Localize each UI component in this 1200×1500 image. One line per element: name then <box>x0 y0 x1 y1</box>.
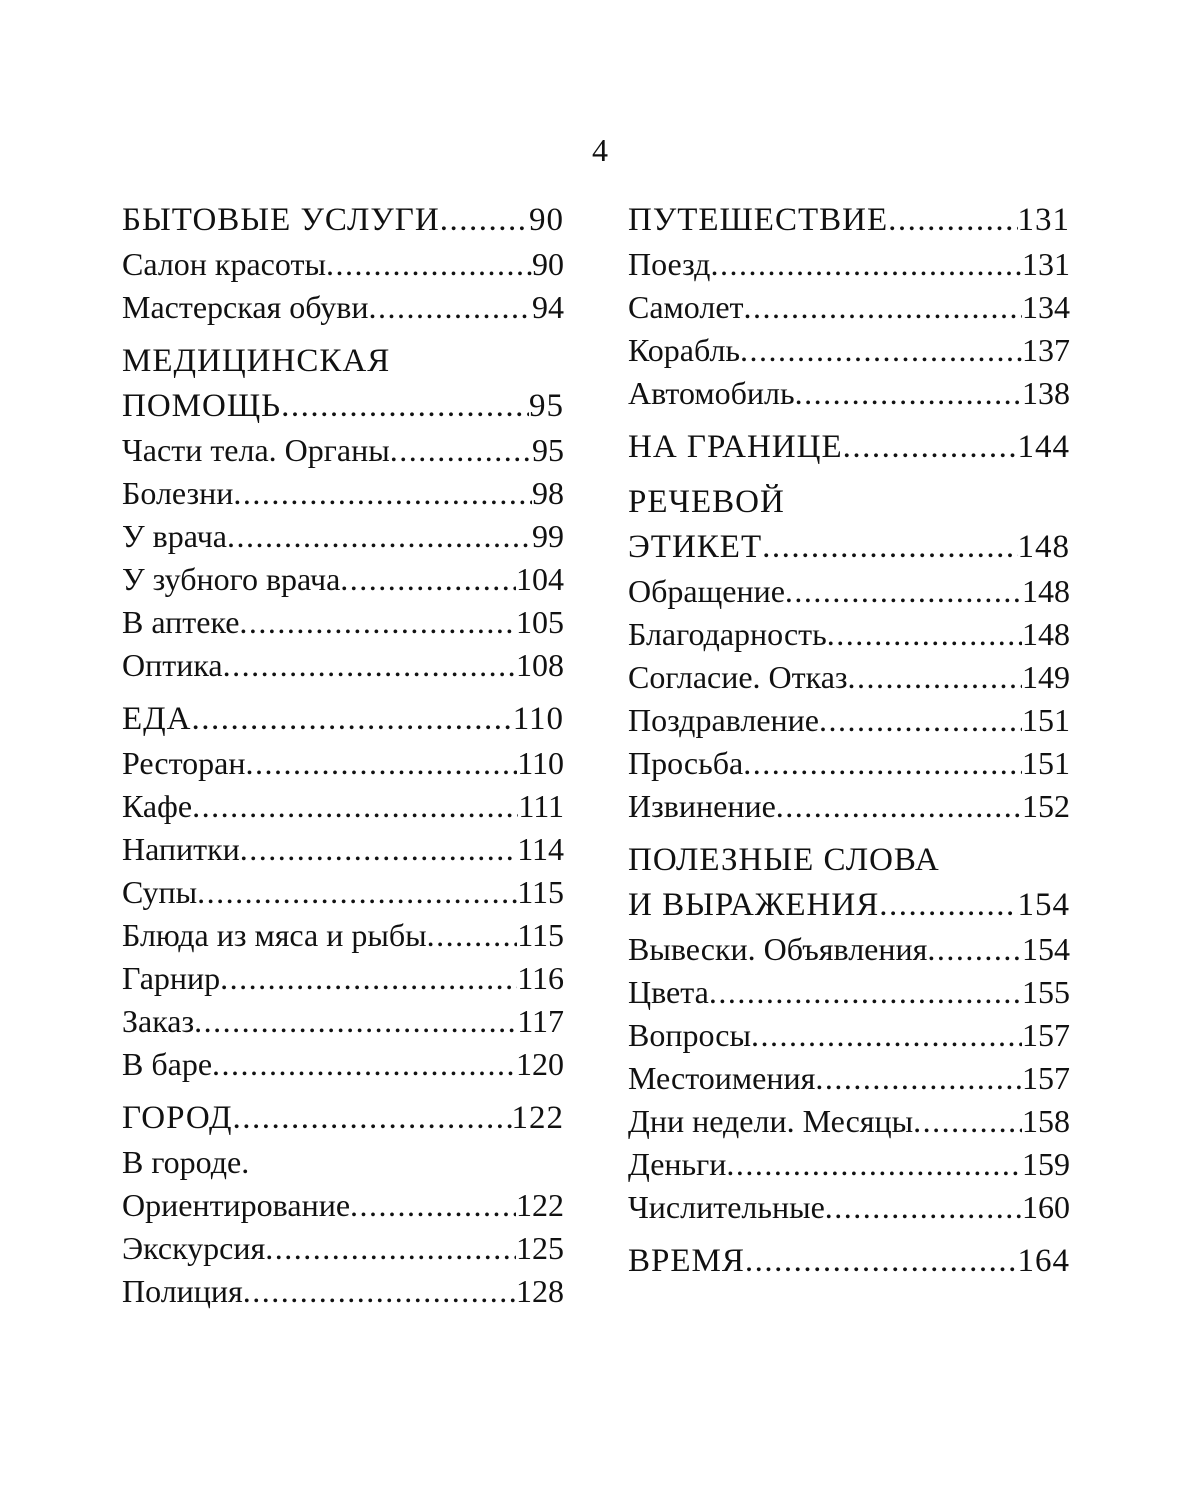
toc-entry-page-number: 115 <box>517 874 564 910</box>
toc-heading-entry <box>122 697 564 742</box>
toc-entry <box>628 1014 1070 1057</box>
toc-entry <box>628 613 1070 656</box>
toc-entry-page-number: 95 <box>532 432 564 468</box>
toc-right-column <box>628 198 1070 1284</box>
dot-leader <box>848 656 1022 699</box>
toc-entry <box>628 286 1070 329</box>
toc-entry-label: ПУТЕШЕСТВИЕ <box>628 202 889 238</box>
toc-entry-label: Оптика <box>122 647 223 683</box>
dot-leader <box>326 243 532 286</box>
toc-entry-page-number: 128 <box>516 1273 564 1309</box>
dot-leader <box>245 742 517 785</box>
toc-entry-page-number: 98 <box>532 475 564 511</box>
toc-heading-entry <box>628 480 1070 525</box>
toc-entry-page-number: 99 <box>532 518 564 554</box>
toc-entry-label: РЕЧЕВОЙ <box>628 484 785 520</box>
toc-entry <box>122 914 564 957</box>
toc-entry-page-number: 114 <box>517 831 564 867</box>
toc-entry-label: Кафе <box>122 788 193 824</box>
dot-leader <box>819 699 1022 742</box>
toc-section <box>628 1239 1070 1284</box>
toc-entry <box>122 429 564 472</box>
toc-entry-page-number: 122 <box>516 1187 564 1223</box>
toc-entry <box>122 515 564 558</box>
toc-heading-entry <box>628 525 1070 570</box>
toc-entry-page-number: 120 <box>516 1046 564 1082</box>
toc-entry-page-number: 159 <box>1022 1146 1070 1182</box>
toc-section <box>122 1096 564 1313</box>
toc-heading-entry <box>122 198 564 243</box>
dot-leader <box>192 697 513 742</box>
dot-leader <box>710 243 1022 286</box>
toc-entry-label: МЕДИЦИНСКАЯ <box>122 343 391 379</box>
toc-entry-page-number: 137 <box>1022 332 1070 368</box>
toc-entry-label: Деньги <box>628 1146 727 1182</box>
toc-entry-page-number: 134 <box>1022 289 1070 325</box>
dot-leader <box>194 1000 517 1043</box>
toc-heading-entry <box>122 1096 564 1141</box>
toc-entry-page-number: 116 <box>517 960 564 996</box>
toc-entry-page-number: 157 <box>1022 1060 1070 1096</box>
toc-entry <box>122 243 564 286</box>
toc-entry <box>628 372 1070 415</box>
toc-entry-label: Гарнир <box>122 960 221 996</box>
page-number: 4 <box>592 132 608 168</box>
toc-entry-label: Ориентирование <box>122 1187 351 1223</box>
toc-entry-label: ЭТИКЕТ <box>628 529 763 565</box>
toc-entry-label: Обращение <box>628 573 785 609</box>
toc-entry-page-number: 151 <box>1022 745 1070 781</box>
toc-entry <box>628 1100 1070 1143</box>
toc-entry-page-number: 95 <box>529 388 564 424</box>
toc-entry <box>122 1227 564 1270</box>
dot-leader <box>390 429 532 472</box>
dot-leader <box>726 1143 1022 1186</box>
toc-entry <box>122 957 564 1000</box>
toc-heading-entry <box>628 838 1070 883</box>
toc-entry <box>628 785 1070 828</box>
toc-entry-page-number: 90 <box>532 246 564 282</box>
toc-entry-label: Числительные <box>628 1189 825 1225</box>
toc-section <box>122 339 564 687</box>
toc-heading-entry <box>628 883 1070 928</box>
dot-leader <box>265 1227 516 1270</box>
dot-leader <box>709 971 1022 1014</box>
toc-entry-label: Части тела. Органы <box>122 432 390 468</box>
toc-entry-label: Согласие. Отказ <box>628 659 848 695</box>
toc-entry-label: Полиция <box>122 1273 243 1309</box>
toc-entry-page-number: 94 <box>532 289 564 325</box>
toc-section <box>628 425 1070 470</box>
toc-heading-entry <box>122 339 564 384</box>
toc-entry-page-number: 122 <box>511 1100 564 1136</box>
toc-entry-page-number: 110 <box>512 701 564 737</box>
toc-section <box>122 198 564 329</box>
toc-entry-label: Вывески. Объявления <box>628 931 928 967</box>
dot-leader <box>927 928 1022 971</box>
toc-entry <box>122 1141 564 1184</box>
dot-leader <box>776 785 1022 828</box>
toc-entry-label: В баре <box>122 1046 213 1082</box>
toc-entry <box>122 644 564 687</box>
toc-entry-page-number: 104 <box>516 561 564 597</box>
toc-entry-label: Поздравление <box>628 702 819 738</box>
dot-leader <box>879 883 1017 928</box>
toc-entry-label: Напитки <box>122 831 240 867</box>
dot-leader <box>243 1270 516 1313</box>
dot-leader <box>913 1100 1022 1143</box>
toc-entry-page-number: 152 <box>1022 788 1070 824</box>
toc-entry-page-number: 131 <box>1022 246 1070 282</box>
toc-entry <box>628 1186 1070 1229</box>
toc-entry <box>122 1000 564 1043</box>
dot-leader <box>751 1014 1022 1057</box>
toc-entry <box>122 742 564 785</box>
toc-entry-label: Дни недели. Месяцы <box>628 1103 914 1139</box>
dot-leader <box>785 570 1022 613</box>
dot-leader <box>223 644 516 687</box>
toc-section <box>628 838 1070 1229</box>
toc-entry-label: Благодарность <box>628 616 827 652</box>
toc-entry <box>628 656 1070 699</box>
toc-entry-label: Корабль <box>628 332 740 368</box>
toc-entry-label: Поезд <box>628 246 711 282</box>
toc-entry <box>122 601 564 644</box>
toc-entry-label: Мастерская обуви <box>122 289 369 325</box>
toc-entry-label: Вопросы <box>628 1017 751 1053</box>
toc-entry-label: В городе. <box>122 1144 250 1180</box>
dot-leader <box>427 914 518 957</box>
toc-entry-page-number: 151 <box>1022 702 1070 738</box>
toc-entry-label: В аптеке <box>122 604 240 640</box>
toc-entry <box>628 329 1070 372</box>
toc-entry-label: У врача <box>122 518 227 554</box>
toc-entry-page-number: 154 <box>1022 931 1070 967</box>
toc-entry <box>122 871 564 914</box>
dot-leader <box>233 472 532 515</box>
dot-leader <box>888 198 1017 243</box>
toc-entry-label: Просьба <box>628 745 744 781</box>
toc-entry-page-number: 158 <box>1022 1103 1070 1139</box>
dot-leader <box>743 742 1022 785</box>
toc-heading-entry <box>628 425 1070 470</box>
toc-entry <box>628 742 1070 785</box>
dot-leader <box>220 957 517 1000</box>
toc-entry-page-number: 149 <box>1022 659 1070 695</box>
dot-leader <box>843 425 1018 470</box>
toc-entry-page-number: 110 <box>517 745 564 781</box>
toc-entry <box>122 785 564 828</box>
toc-entry-page-number: 155 <box>1022 974 1070 1010</box>
toc-section <box>628 480 1070 828</box>
dot-leader <box>197 871 517 914</box>
toc-entry-label: Супы <box>122 874 198 910</box>
toc-entry-page-number: 154 <box>1017 887 1070 923</box>
dot-leader <box>340 558 516 601</box>
toc-entry <box>628 570 1070 613</box>
toc-entry-page-number: 115 <box>517 917 564 953</box>
dot-leader <box>281 384 529 429</box>
toc-entry-label: Ресторан <box>122 745 246 781</box>
toc-entry-page-number: 111 <box>518 788 564 824</box>
toc-entry-page-number: 148 <box>1022 573 1070 609</box>
toc-entry-page-number: 131 <box>1017 202 1070 238</box>
toc-entry-label: ВРЕМЯ <box>628 1243 745 1279</box>
toc-heading-entry <box>628 1239 1070 1284</box>
dot-leader <box>825 1186 1022 1229</box>
toc-entry-label: ЕДА <box>122 701 192 737</box>
toc-entry-page-number: 117 <box>517 1003 564 1039</box>
toc-entry-label: И ВЫРАЖЕНИЯ <box>628 887 880 923</box>
toc-entry-label: ГОРОД <box>122 1100 233 1136</box>
dot-leader <box>740 329 1022 372</box>
toc-entry-label: Экскурсия <box>122 1230 266 1266</box>
toc-entry-label: Местоимения <box>628 1060 816 1096</box>
toc-entry-label: ПОМОЩЬ <box>122 388 282 424</box>
dot-leader <box>827 613 1022 656</box>
toc-entry-page-number: 164 <box>1017 1243 1070 1279</box>
dot-leader <box>227 515 532 558</box>
toc-entry <box>628 699 1070 742</box>
dot-leader <box>350 1184 516 1227</box>
toc-entry-page-number: 148 <box>1022 616 1070 652</box>
toc-entry <box>628 1143 1070 1186</box>
toc-entry-page-number: 138 <box>1022 375 1070 411</box>
toc-entry <box>122 828 564 871</box>
toc-entry <box>122 472 564 515</box>
toc-section <box>122 697 564 1086</box>
toc-entry-label: Автомобиль <box>628 375 795 411</box>
dot-leader <box>212 1043 516 1086</box>
toc-entry-label: НА ГРАНИЦЕ <box>628 429 843 465</box>
toc-entry-page-number: 148 <box>1017 529 1070 565</box>
dot-leader <box>762 525 1017 570</box>
toc-entry <box>628 971 1070 1014</box>
toc-left-column <box>122 198 564 1313</box>
dot-leader <box>440 198 529 243</box>
toc-entry-label: БЫТОВЫЕ УСЛУГИ <box>122 202 440 238</box>
dot-leader <box>795 372 1022 415</box>
toc-entry <box>122 1270 564 1313</box>
dot-leader <box>233 1096 512 1141</box>
toc-entry-label: Заказ <box>122 1003 195 1039</box>
dot-leader <box>369 286 532 329</box>
toc-entry-label: Цвета <box>628 974 709 1010</box>
toc-entry-label: ПОЛЕЗНЫЕ СЛОВА <box>628 842 940 878</box>
dot-leader <box>815 1057 1022 1100</box>
toc-entry-label: Блюда из мяса и рыбы <box>122 917 427 953</box>
toc-section <box>628 198 1070 415</box>
toc-entry-label: Салон красоты <box>122 246 326 282</box>
toc-heading-entry <box>628 198 1070 243</box>
toc-entry-label: Болезни <box>122 475 234 511</box>
toc-entry <box>628 243 1070 286</box>
toc-entry <box>122 1184 564 1227</box>
toc-entry <box>122 558 564 601</box>
dot-leader <box>192 785 518 828</box>
toc-entry <box>628 928 1070 971</box>
toc-entry <box>122 286 564 329</box>
dot-leader <box>745 1239 1018 1284</box>
toc-entry-page-number: 108 <box>516 647 564 683</box>
toc-entry-page-number: 144 <box>1017 429 1070 465</box>
toc-entry-page-number: 105 <box>516 604 564 640</box>
toc-entry-label: Самолет <box>628 289 744 325</box>
toc-entry <box>122 1043 564 1086</box>
dot-leader <box>239 601 516 644</box>
dot-leader <box>744 286 1022 329</box>
toc-entry-page-number: 125 <box>516 1230 564 1266</box>
toc-entry-page-number: 157 <box>1022 1017 1070 1053</box>
toc-heading-entry <box>122 384 564 429</box>
toc-entry-page-number: 160 <box>1022 1189 1070 1225</box>
dot-leader <box>240 828 517 871</box>
toc-entry-label: Извинение <box>628 788 776 824</box>
toc-entry-page-number: 90 <box>529 202 564 238</box>
toc-entry <box>628 1057 1070 1100</box>
toc-entry-label: У зубного врача <box>122 561 341 597</box>
